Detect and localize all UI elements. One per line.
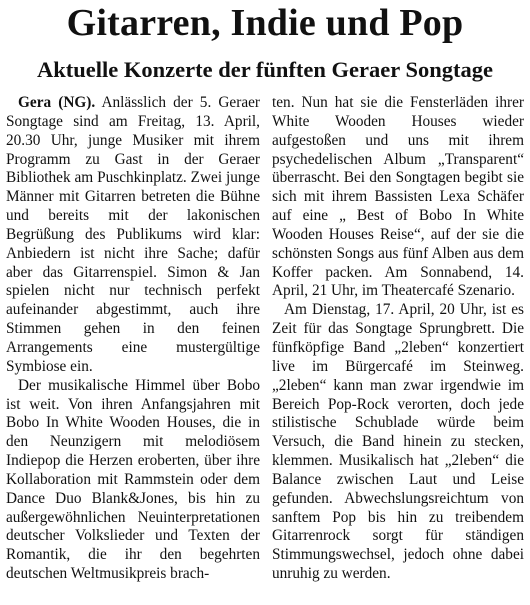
subheadline: Aktuelle Konzerte der fünften Geraer Songtage [37,57,493,82]
headline: Gitarren, Indie und Pop [66,2,464,44]
right-column [272,94,524,584]
paragraph-2-continued: ten. Nun hat sie die Fensterläden ihrer White Wooden Houses wieder aufgestoßen und uns mit ihrem psychedelischen Album „Transparent“ überrascht. Bei den Songtagen begibt sie sich mit ihrem Bassisten Lexa Schäfer auf eine „ Best of Bobo In White Wooden Houses Reise“, auf der sie die schönsten Songs aus fünf Alben aus dem Koffer packen. Am Sonnabend, 14. April, 21 Uhr, im Theatercafé Szenario. [272,94,524,300]
left-column [6,94,260,584]
paragraph-1-text: Anlässlich der 5. Geraer Songtage sind am Freitag, 13. April, 20.30 Uhr, junge Musiker mit ihrem Programm zu Gast in der Geraer Bibliothek am Puschkinplatz. Zwei junge Männer mit Gitarren betreten die Bühne und bereits mit der lakonischen Begrüßung des Publikums wird klar: Anbiedern ist nicht ihre Sache; dafür aber das Gitarrenspiel. Simon & Jan spielen nicht nur technisch perfekt aufeinander abgestimmt, auch ihre Stimmen gehen in den feinen Arrangements eine mustergültige Symbiose ein. [6,94,260,375]
paragraph-3: Am Dienstag, 17. April, 20 Uhr, ist es Zeit für das Songtage Sprungbrett. Die fünfköpfige Band „2leben“ konzertiert live im Bürgercafé im Steinweg. „2leben“ kann man zwar irgendwie im Bereich Pop-Rock verorten, doch jede stilistische Schublade würde beim Versuch, die Band hinein zu stecken, klemmen. Musikalisch hat „2leben“ die Balance zwischen Laut und Leise gefunden. Abwechslungsreichtum von sanftem Pop bis hin zu treibendem Gitarrenrock sorgt für ständigen Stimmungswechsel, jedoch ohne dabei unruhig zu werden. [272,301,524,583]
dateline: Gera (NG). [18,94,96,111]
paragraph-1 [6,94,260,377]
paragraph-2: Der musikalische Himmel über Bobo ist weit. Von ihren Anfangsjahren mit Bobo In White Wooden Houses, die in den Neunzigern mit melodiösem Indiepop die Herzen eroberten, über ihre Kollaboration mit Rammstein oder dem Dance Duo Blank&Jones, bis hin zu außergewöhnlichen Neuinterpretationen deutscher Volkslieder und Texten der Romantik, die ihr den begehrten deutschen Weltmusikpreis brach- [6,376,260,583]
